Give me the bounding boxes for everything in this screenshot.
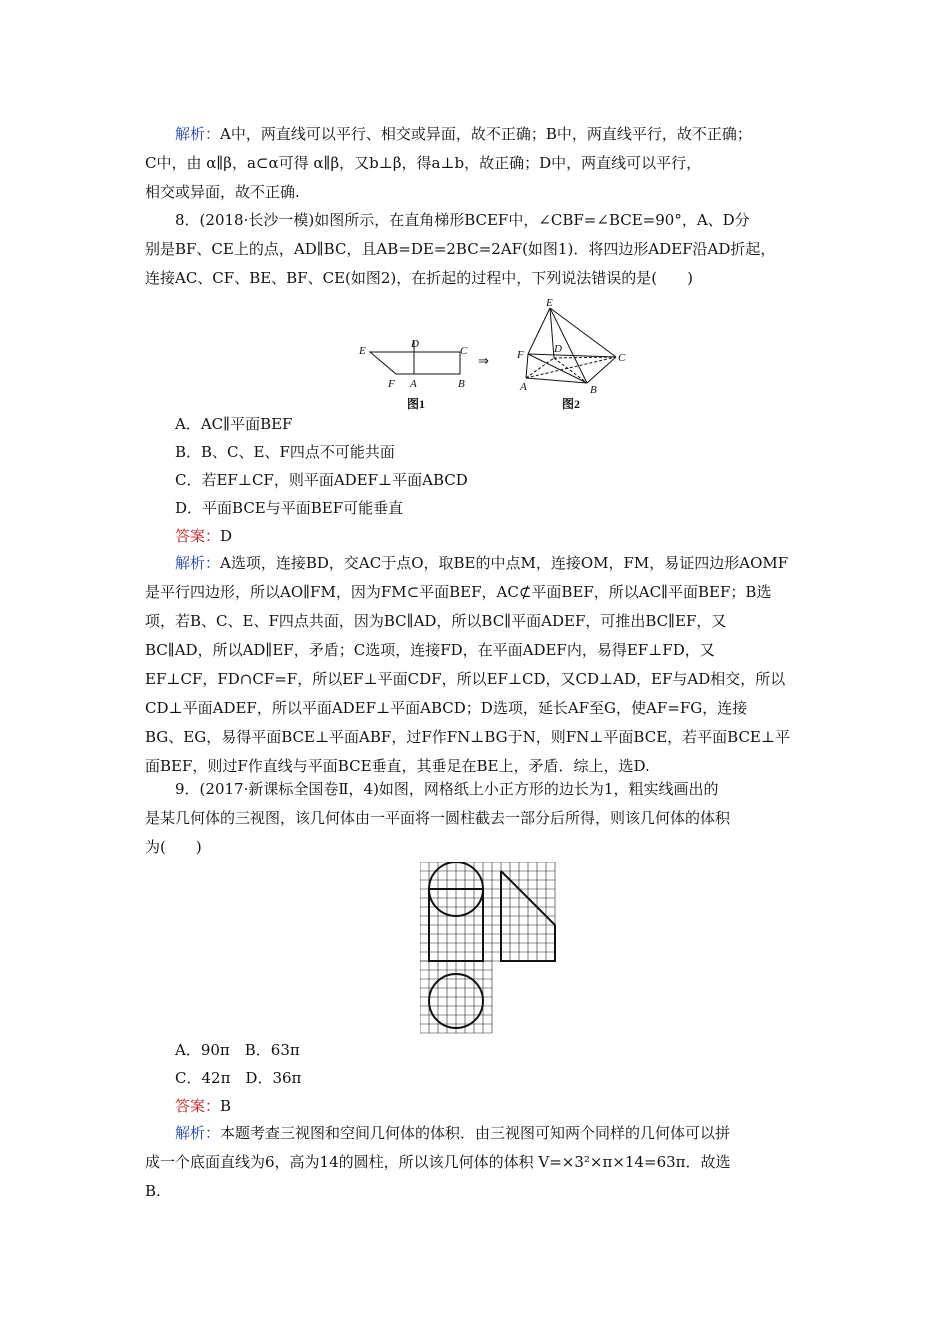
analysis-text: BG、EG，易得平面BCE⊥平面ABF，过F作FN⊥BG于N，则FN⊥平面BCE，若平面BCE⊥平 (145, 728, 790, 746)
q8-figures (350, 296, 650, 416)
analysis-text: CD⊥平面ADEF，所以平面ADEF⊥平面ABCD；D选项，延长AF至G，使AF=FG，连接 (145, 699, 748, 717)
q8-stem (145, 206, 805, 293)
point-label: B (458, 378, 465, 390)
implies-arrow: ⇒ (478, 353, 489, 368)
q9-options-row-1: A．90π B．63π (175, 1041, 300, 1059)
analysis-text: 本题考查三视图和空间几何体的体积．由三视图可知两个同样的几何体可以拼 (220, 1124, 731, 1142)
point-label: A (520, 381, 527, 393)
analysis-text: A中，两直线可以平行、相交或异面，故不正确；B中，两直线平行，故不正确； (220, 125, 752, 143)
answer-label: 答案： (175, 527, 221, 545)
analysis-text: 面BEF，则过F作直线与平面BCE垂直，其垂足在BE上，矛盾．综上，选D. (145, 757, 650, 775)
analysis-text: C中，由 α∥β，a⊂α可得 α∥β，又b⊥β，得a⊥b，故正确；D中，两直线可以平行， (145, 154, 702, 172)
analysis-text: BC∥AD，所以AD∥EF，矛盾；C选项，连接FD，在平面ADEF内，易得EF⊥FD，又 (145, 641, 715, 659)
analysis-text: 项，若B、C、E、F四点共面，因为BC∥AD，所以BC∥平面ADEF，可推出BC∥EF，又 (145, 612, 727, 630)
q8-option-b: B．B、C、E、F四点不可能共面 (175, 443, 395, 461)
q8-option-d: D．平面BCE与平面BEF可能垂直 (175, 499, 404, 517)
q9-stem (145, 775, 805, 862)
q8-figure-svg (350, 296, 650, 416)
q8-answer (175, 522, 232, 550)
point-label: C (460, 345, 468, 357)
analysis-text: 成一个底面直线为6，高为14的圆柱，所以该几何体的体积 V=×3²×π×14=63π．故选 (145, 1153, 731, 1171)
point-label: C (618, 352, 626, 364)
answer-label: 答案： (175, 1097, 221, 1115)
q9-three-view-figure (420, 862, 562, 1038)
analysis-label: 解析： (175, 125, 221, 143)
q9-answer (175, 1092, 231, 1120)
q8-stem-line: 8．(2018·长沙一模)如图所示，在直角梯形BCEF中，∠CBF=∠BCE=90°，A、D分 (175, 211, 750, 229)
figure-2-caption: 图2 (562, 397, 581, 411)
q9-stem-line: 是某几何体的三视图，该几何体由一平面将一圆柱截去一部分后所得，则该几何体的体积 (145, 809, 731, 827)
q9-options-row-2: C．42π D．36π (175, 1069, 302, 1087)
point-label: E (359, 345, 366, 357)
q9-stem-line: 为( ) (145, 838, 202, 856)
analysis-text: A选项，连接BD，交AC于点O，取BE的中点M，连接OM，FM，易证四边形AOMF (220, 554, 789, 572)
analysis-text: 是平行四边形，所以AO∥FM，因为FM⊂平面BEF，AC⊄平面BEF，所以AC∥平面BEF；B选 (145, 583, 772, 601)
q8-stem-line: 别是BF、CE上的点，AD∥BC，且AB=DE=2BC=2AF(如图1)．将四边形ADEF沿AD折起， (145, 240, 776, 258)
analysis-text: B. (145, 1182, 161, 1200)
q8-analysis (145, 549, 805, 781)
q8-option-a: A．AC∥平面BEF (175, 415, 293, 433)
three-view-grid-svg (420, 862, 562, 1038)
figure-2-diagram (516, 297, 626, 411)
q8-option-c: C．若EF⊥CF，则平面ADEF⊥平面ABCD (175, 471, 468, 489)
q8-stem-line: 连接AC、CF、BE、BF、CE(如图2)，在折起的过程中，下列说法错误的是( ) (145, 269, 693, 287)
analysis-text: EF⊥CF，FD∩CF=F，所以EF⊥平面CDF，所以EF⊥CD，又CD⊥AD，EF与AD相交，所以 (145, 670, 786, 688)
q9-stem-line: 9．(2017·新课标全国卷Ⅱ，4)如图，网格纸上小正方形的边长为1，粗实线画出的 (175, 780, 719, 798)
figure-1-diagram (358, 338, 468, 411)
analysis-label: 解析： (175, 1124, 221, 1142)
analysis-text: 相交或异面，故不正确. (145, 183, 300, 201)
q9-analysis (145, 1119, 805, 1206)
analysis-label: 解析： (175, 554, 221, 572)
figure-1-caption: 图1 (407, 397, 426, 411)
point-label: D (554, 343, 562, 355)
point-label: D (411, 338, 419, 350)
point-label: F (388, 378, 395, 390)
point-label: B (590, 384, 597, 396)
point-label: E (546, 297, 553, 309)
point-label: F (517, 349, 524, 361)
point-label: A (410, 378, 417, 390)
answer-value: D (220, 527, 233, 545)
q7-analysis (145, 120, 805, 207)
answer-value: B (220, 1097, 232, 1115)
grid-lines (420, 862, 555, 1033)
